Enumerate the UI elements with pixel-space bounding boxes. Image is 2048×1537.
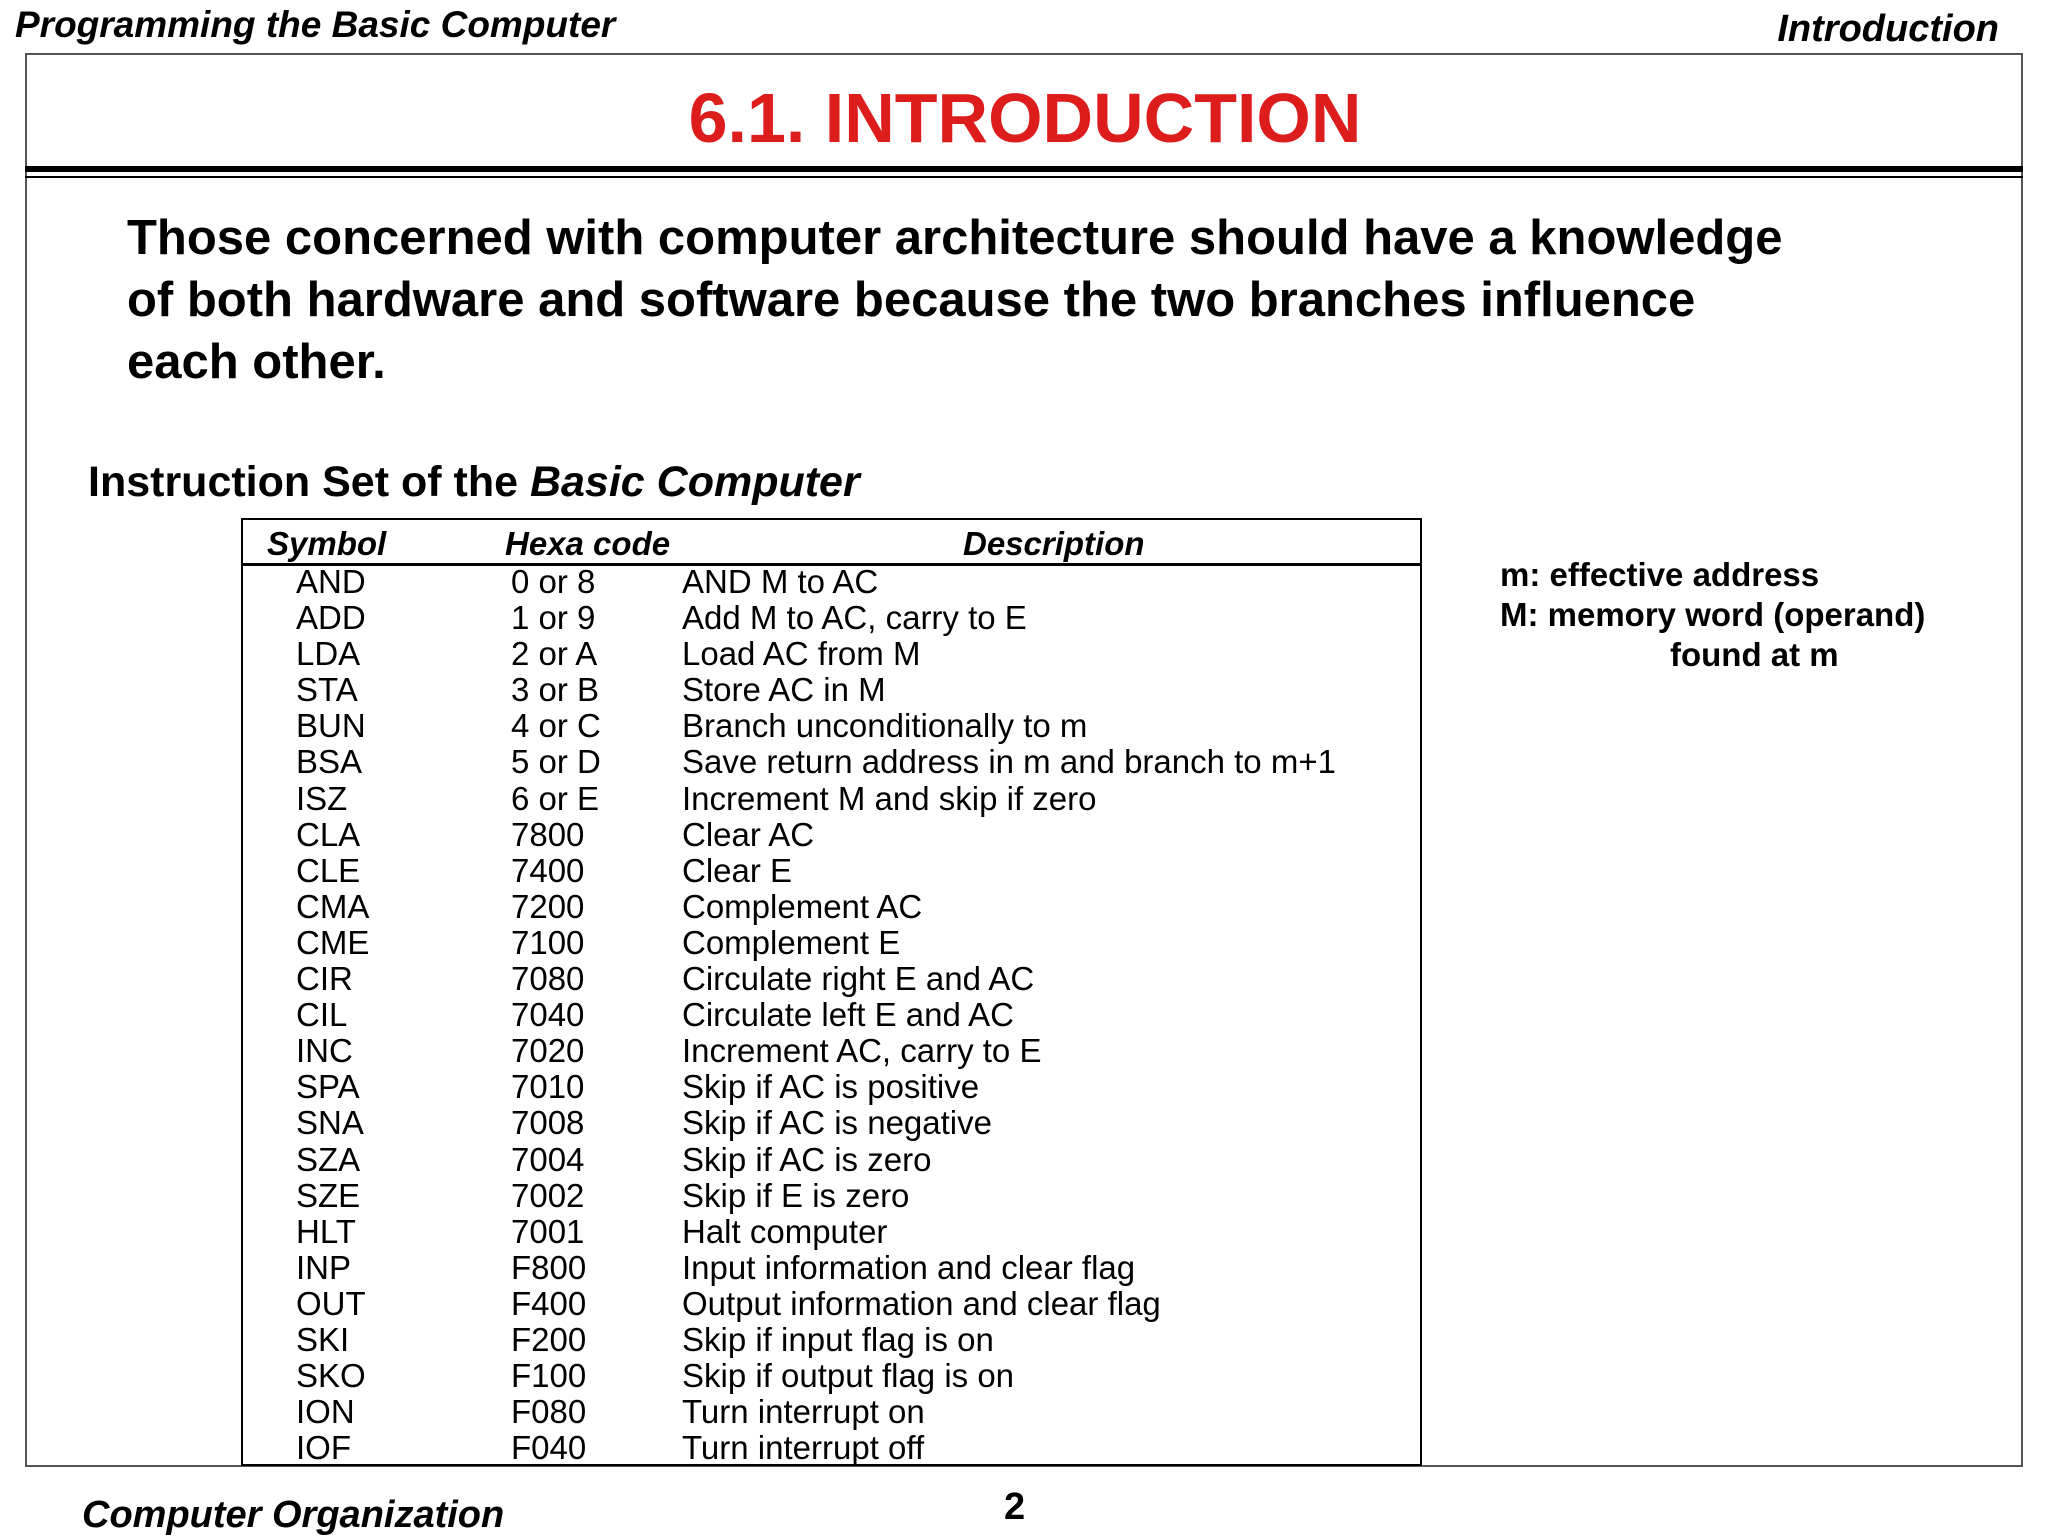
table-header-row — [243, 520, 1420, 566]
intro-paragraph — [127, 207, 1947, 393]
table-row — [243, 1105, 1420, 1141]
row-description: Skip if E is zero — [682, 1176, 910, 1214]
row-hex-code: 7100 — [511, 923, 585, 961]
row-description: Skip if output flag is on — [682, 1357, 1015, 1395]
row-hex-code: 7008 — [511, 1104, 585, 1142]
row-description: Increment AC, carry to E — [682, 1032, 1042, 1070]
row-hex-code: 6 or E — [511, 779, 600, 817]
row-hex-code: 7002 — [511, 1176, 585, 1214]
row-description: Skip if AC is positive — [682, 1068, 980, 1106]
row-description: Circulate right E and AC — [682, 960, 1035, 998]
table-row — [243, 708, 1420, 744]
row-description: Store AC in M — [682, 671, 886, 709]
row-symbol: ADD — [296, 599, 366, 637]
table-row — [243, 1394, 1420, 1430]
table-row — [243, 889, 1420, 925]
table-row — [243, 672, 1420, 708]
row-description: AND M to AC — [682, 563, 879, 600]
row-description: Clear E — [682, 851, 793, 889]
section-heading-italic: Basic Computer — [529, 458, 860, 506]
row-hex-code: F200 — [511, 1320, 587, 1358]
row-hex-code: 7020 — [511, 1032, 585, 1070]
row-hex-code: 7001 — [511, 1212, 585, 1250]
row-symbol: CMA — [296, 887, 370, 925]
legend-memory-word: M: memory word (operand) — [1500, 596, 1926, 633]
row-symbol: INP — [296, 1248, 352, 1286]
legend — [1500, 555, 1925, 675]
row-description: Increment M and skip if zero — [682, 779, 1097, 817]
row-symbol: SKO — [296, 1357, 366, 1395]
table-row — [243, 744, 1420, 780]
title-divider-thick — [25, 166, 2023, 172]
row-symbol: CLE — [296, 851, 361, 889]
row-hex-code: 7080 — [511, 960, 585, 998]
table-row — [243, 1358, 1420, 1394]
row-hex-code: F100 — [511, 1357, 587, 1395]
table-row — [243, 564, 1420, 600]
row-symbol: OUT — [296, 1284, 366, 1322]
table-row — [243, 961, 1420, 997]
row-symbol: STA — [296, 671, 358, 709]
page-number: 2 — [1004, 1486, 1026, 1528]
row-hex-code: 7800 — [511, 815, 585, 853]
row-description: Complement E — [682, 923, 901, 961]
row-description: Skip if AC is negative — [682, 1104, 992, 1142]
row-symbol: SNA — [296, 1104, 364, 1142]
row-symbol: ISZ — [296, 779, 348, 817]
row-description: Save return address in m and branch to m+1 — [682, 743, 1336, 781]
row-description: Clear AC — [682, 815, 815, 853]
row-symbol: SPA — [296, 1068, 360, 1106]
row-symbol: CLA — [296, 815, 361, 853]
row-description: Circulate left E and AC — [682, 996, 1014, 1034]
row-symbol: CME — [296, 923, 370, 961]
row-description: Turn interrupt on — [682, 1393, 925, 1431]
row-hex-code: 3 or B — [511, 671, 600, 709]
header-section-label: Introduction — [1777, 8, 1999, 50]
table-row — [243, 1430, 1420, 1466]
row-hex-code: F040 — [511, 1429, 587, 1467]
row-hex-code: 7040 — [511, 996, 585, 1034]
section-heading — [88, 458, 860, 507]
row-description: Branch unconditionally to m — [682, 707, 1088, 745]
table-row — [243, 636, 1420, 672]
intro-line: Those concerned with computer architecture should have a knowledge — [127, 211, 1783, 265]
row-hex-code: 7400 — [511, 851, 585, 889]
row-description: Load AC from M — [682, 635, 921, 673]
section-heading-prefix: Instruction Set of the — [88, 458, 530, 506]
row-description: Complement AC — [682, 887, 923, 925]
row-hex-code: 0 or 8 — [511, 563, 596, 600]
row-symbol: BUN — [296, 707, 366, 745]
row-description: Skip if input flag is on — [682, 1320, 994, 1358]
table-row — [243, 1286, 1420, 1322]
table-row — [243, 997, 1420, 1033]
row-symbol: CIR — [296, 960, 353, 998]
row-hex-code: F080 — [511, 1393, 587, 1431]
row-symbol: IOF — [296, 1429, 351, 1467]
row-symbol: SZE — [296, 1176, 361, 1214]
slide-title: 6.1. INTRODUCTION — [688, 79, 1362, 157]
row-symbol: BSA — [296, 743, 363, 781]
footer-course-name: Computer Organization — [82, 1494, 505, 1536]
table-row — [243, 1069, 1420, 1105]
row-description: Input information and clear flag — [682, 1248, 1136, 1286]
row-hex-code: 2 or A — [511, 635, 598, 673]
table-body — [243, 564, 1420, 1466]
row-hex-code: 7200 — [511, 887, 585, 925]
row-symbol: INC — [296, 1032, 353, 1070]
row-description: Halt computer — [682, 1212, 888, 1250]
intro-line: each other. — [127, 335, 386, 389]
row-symbol: SKI — [296, 1320, 350, 1358]
row-hex-code: F800 — [511, 1248, 587, 1286]
table-row — [243, 1322, 1420, 1358]
table-row — [243, 925, 1420, 961]
row-symbol: HLT — [296, 1212, 356, 1250]
table-row — [243, 600, 1420, 636]
table-row — [243, 853, 1420, 889]
row-description: Output information and clear flag — [682, 1284, 1161, 1322]
row-hex-code: 1 or 9 — [511, 599, 596, 637]
header-description: Description — [963, 525, 1145, 562]
legend-found-at: found at m — [1670, 636, 1839, 673]
row-hex-code: 4 or C — [511, 707, 601, 745]
table-row — [243, 781, 1420, 817]
table-row — [243, 1250, 1420, 1286]
title-divider-thin — [25, 176, 2023, 178]
row-symbol: SZA — [296, 1140, 361, 1178]
row-hex-code: 7010 — [511, 1068, 585, 1106]
intro-line: of both hardware and software because the two branches influence — [127, 273, 1696, 327]
row-description: Skip if AC is zero — [682, 1140, 932, 1178]
table-row — [243, 1033, 1420, 1069]
table-row — [243, 1178, 1420, 1214]
header-hex-code: Hexa code — [505, 525, 671, 562]
table-row — [243, 817, 1420, 853]
row-symbol: LDA — [296, 635, 361, 673]
table-row — [243, 1142, 1420, 1178]
instruction-table — [241, 518, 1422, 1466]
row-description: Add M to AC, carry to E — [682, 599, 1027, 637]
legend-effective-address: m: effective address — [1500, 556, 1820, 593]
row-description: Turn interrupt off — [682, 1429, 925, 1467]
header-course-title: Programming the Basic Computer — [15, 4, 616, 45]
header-symbol: Symbol — [267, 525, 387, 562]
table-row — [243, 1214, 1420, 1250]
row-hex-code: 5 or D — [511, 743, 601, 781]
row-hex-code: 7004 — [511, 1140, 585, 1178]
row-symbol: ION — [296, 1393, 355, 1431]
row-symbol: AND — [296, 563, 366, 600]
row-symbol: CIL — [296, 996, 348, 1034]
row-hex-code: F400 — [511, 1284, 587, 1322]
